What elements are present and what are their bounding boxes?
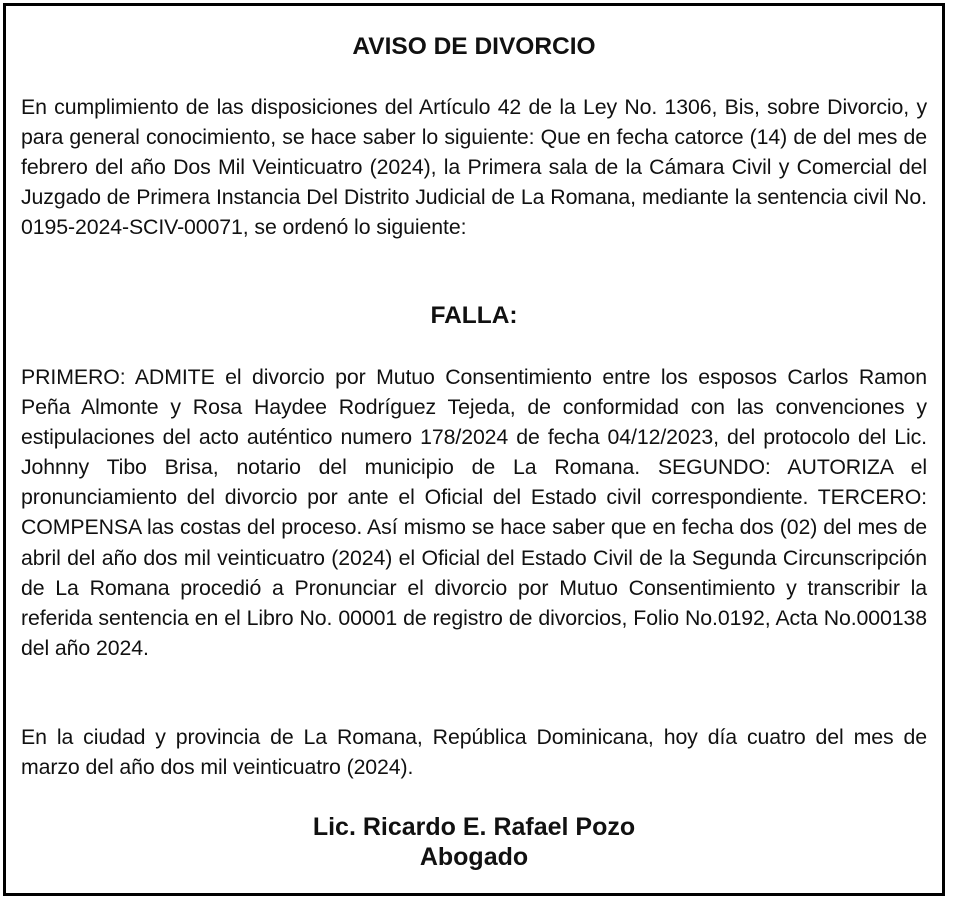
divorce-notice [3,3,945,896]
ruling-paragraph: PRIMERO: ADMITE el divorcio por Mutuo Consentimiento entre los esposos Carlos Ramon Peña Almonte y Rosa Haydee Rodríguez Tejeda, de conformidad con las convenciones y estipulaciones del acto auténtico numero 178/2024 de fecha 04/12/2023, del protocolo del Lic. Johnny Tibo Brisa, notario del municipio de La Romana. SEGUNDO: AUTORIZA el pronunciamiento del divorcio por ante el Oficial del Estado civil correspondiente. TERCERO: COMPENSA las costas del proceso. Así mismo se hace saber que en fecha dos (02) del mes de abril del año dos mil veinticuatro (2024) el Oficial del Estado Civil de la Segunda Circunscripción de La Romana procedió a Pronunciar el divorcio por Mutuo Consentimiento y transcribir la referida sentencia en el Libro No. 00001 de registro de divorcios, Folio No.0192, Acta No.000138 del año 2024. [21,365,927,660]
closing-paragraph: En la ciudad y provincia de La Romana, República Dominicana, hoy día cuatro del mes de marzo del año dos mil veinticuatro (2024). [21,725,927,780]
signer-title: Abogado [419,843,529,871]
notice-title: AVISO DE DIVORCIO [352,33,596,60]
falla-heading: FALLA: [430,302,518,329]
intro-paragraph: En cumplimiento de las disposiciones del Artículo 42 de la Ley No. 1306, Bis, sobre Divorcio, y para general conocimiento, se hace saber lo siguiente: Que en fecha catorce (14) de del mes de febrero del año Dos Mil Veinticuatro (2024), la Primera sala de la Cámara Civil y Comercial del Juzgado de Primera Instancia Del Distrito Judicial de La Romana, mediante la sentencia civil No. 0195-2024-SCIV-00071, se ordenó lo siguiente: [21,95,927,240]
signer-name: Lic. Ricardo E. Rafael Pozo [312,813,636,841]
signature-block [6,812,942,872]
